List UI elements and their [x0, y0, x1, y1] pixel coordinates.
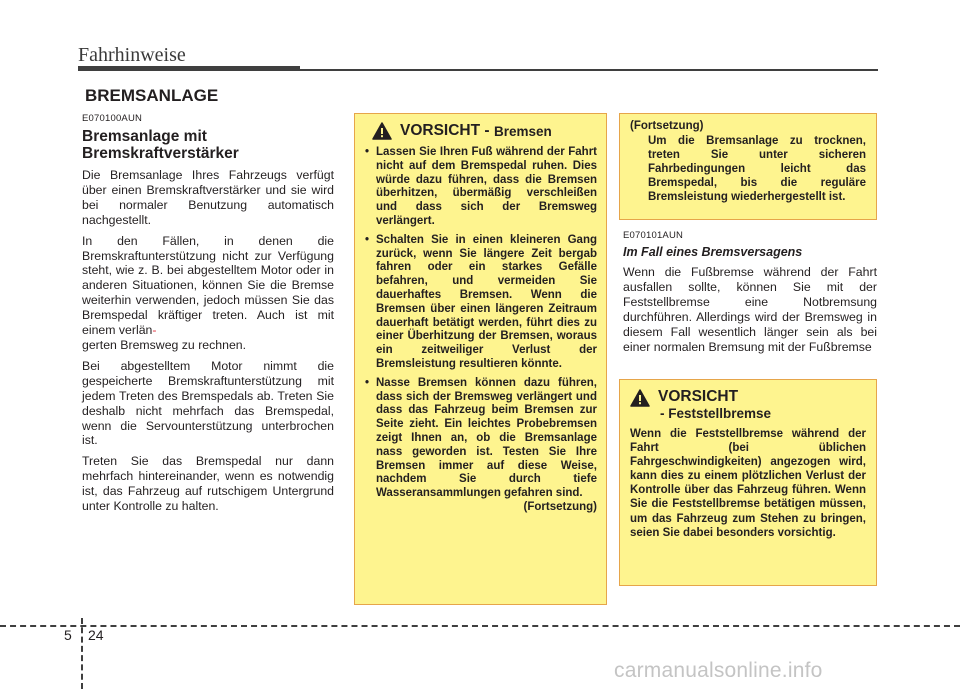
warning-triangle-icon — [372, 122, 392, 140]
continued-note: (Fortsetzung) — [523, 500, 597, 513]
caution-box-brakes — [354, 113, 607, 605]
subsection-heading: Im Fall eines Bremsversagens — [623, 245, 803, 259]
paragraph — [82, 234, 334, 338]
warning-triangle-icon — [630, 389, 650, 407]
caution-list — [364, 146, 597, 501]
section-code: E070101AUN — [623, 230, 684, 241]
caution-box-continued — [619, 113, 877, 220]
caution-header — [630, 388, 866, 421]
continued-heading: (Fortsetzung) — [630, 120, 704, 132]
caution-item — [364, 377, 597, 501]
bullet-mark: • — [365, 376, 370, 389]
section-code: E070100AUN — [82, 113, 143, 124]
caution-item — [364, 146, 597, 229]
footer-divider — [81, 618, 83, 689]
chapter-number: 5 — [64, 627, 72, 643]
continued-text: Um die Bremsanlage zu trocknen, treten Sie unter sicheren Fahrbedingungen leicht das Bremspedal, bis die reguläre Bremsleistung wiederhergestellt ist. — [648, 135, 866, 204]
column-brake-failure — [623, 230, 877, 360]
header-rule — [300, 69, 878, 71]
caution-label: VORSICHT - — [400, 122, 490, 139]
paragraph-continued: gerten Bremsweg zu rechnen. — [82, 337, 247, 352]
watermark: carmanualsonline.info — [614, 659, 823, 682]
bullet-mark: • — [365, 146, 370, 158]
paragraph-text: In den Fällen, in denen die Bremskraftunterstützung nicht zur Verfügung steht, wie z. B. bei abgestelltem Motor oder in anderen Situationen, können Sie die Bremse weiterhin verwenden, jedoch müssen Sie das Bremspedal kräftiger treten. Auch ist mit einem verlän — [82, 233, 334, 338]
paragraph: Treten Sie das Bremspedal nur dann mehrfach hintereinander, wenn es notwendig ist, das Fahrzeug auf rutschigem Untergrund unter Kontrolle zu halten. — [82, 454, 334, 514]
caution-item-text: Lassen Sie Ihren Fuß während der Fahrt nicht auf dem Bremspedal ruhen. Dies würde dazu führen, dass die Bremsen überhitzen, übermäßig verschleißen und dass sich der Bremsweg verlängert. — [376, 146, 597, 227]
hyphen-mark: - — [152, 323, 157, 338]
caution-subject: - Feststellbremse — [660, 406, 772, 421]
footer-rule — [0, 625, 960, 627]
bullet-mark: • — [365, 233, 370, 246]
paragraph: Bei abgestelltem Motor nimmt die gespeicherte Bremskraftunterstützung mit jedem Treten des Bremspedals ab. Treten Sie deshalb nicht mehrfach das Bremspedal, wenn die Servounterstützung unterbrochen ist. — [82, 358, 334, 448]
caution-item-text: Nasse Bremsen können dazu führen, dass sich der Bremsweg verlängert und dass das Fahrzeug beim Bremsen zur Seite zieht. Ein leichtes Probebremsen zeigt Ihnen an, ob die Bremsanlage nass geworden ist. Testen Sie Ihre Bremsen immer auf diese Weise, nachdem Sie durch tiefe Wasseransammlungen gefahren sind. — [376, 376, 597, 500]
caution-subject: Bremsen — [494, 123, 552, 139]
paragraph: Die Bremsanlage Ihres Fahrzeugs verfügt über einen Bremskraftverstärker und sie wird bei normaler Benutzung automatisch nachgestellt. — [82, 168, 334, 227]
caution-title — [658, 388, 771, 421]
paragraph: Wenn die Fußbremse während der Fahrt ausfallen sollte, können Sie mit der Feststellbremse eine Notbremsung durchführen. Allerdings wird der Bremsweg in diesem Fall wesentlich länger sein als bei einer normalen Bremsung mit der Fußbremse — [623, 265, 877, 354]
caution-item-text: Schalten Sie in einen kleineren Gang zurück, wenn Sie längere Zeit bergab fahren oder ein starkes Gefälle befahren, und vermeiden Sie dauerhaftes Bremsen. Wenn die Bremsen über einen längeren Zeitraum dauerhaft betätigt werden, führt dies zu einer Überhitzung der Bremsen, woraus ein zeitweiliger Verlust der Bremsleistung resultieren könnte. — [376, 233, 597, 370]
page-number: 24 — [88, 627, 104, 643]
column-brake-system — [82, 113, 334, 520]
caution-item — [364, 234, 597, 372]
section-title: Fahrhinweise — [78, 44, 186, 66]
caution-text: Wenn die Feststellbremse während der Fahrt (bei üblichen Fahrgeschwindigkeiten) angezogen wird, kann dies zu einem plötzlichen Verlust der Kontrolle über das Fahrzeug führen. Wenn Sie die Feststellbremse betätigen müssen, um das Fahrzeug zum Stehen zu bringen, seien Sie dabei besonders vorsichtig. — [630, 428, 866, 539]
caution-label: VORSICHT — [658, 388, 739, 405]
header-bar — [78, 66, 300, 71]
caution-header — [372, 122, 597, 140]
chapter-heading: BREMSANLAGE — [85, 86, 219, 105]
caution-box-parking-brake — [619, 379, 877, 586]
subsection-heading: Bremsanlage mit Bremskraftverstärker — [82, 128, 239, 162]
